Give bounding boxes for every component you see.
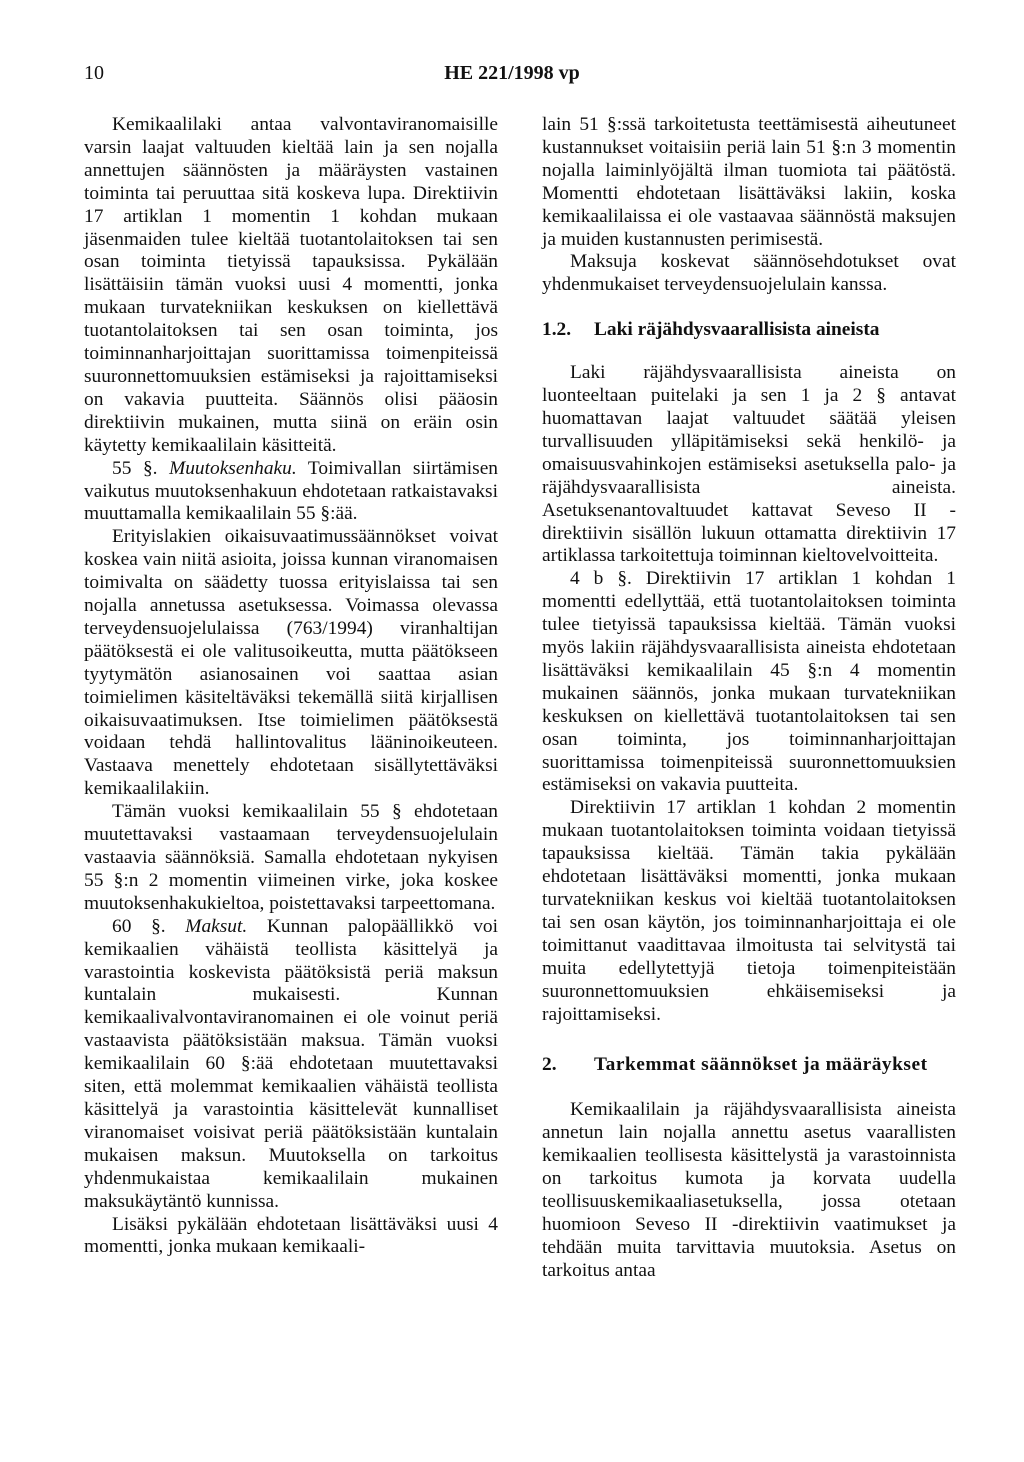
section-title: Maksut. (185, 915, 248, 937)
section-heading-number: 1.2. (542, 319, 572, 341)
paragraph: Direktiivin 17 artiklan 1 kohdan 2 momentin mukaan tuotantolaitoksen toiminta voidaan tietyissä tapauksissa kieltää. Tämän takia pykälään ehdotetaan lisättäväksi momentti, jonka mukaan turvatekniikan keskus voi kieltää tuotantolaitoksen tai sen osan käytön, jos toiminnanharjoittaja ei ole toimittanut vaadittavaa ilmoitusta tai selvitystä tai muita edellytettyjä tietoja toimenpiteistään suuronnettomuuksien ehkäisemiseksi ja rajoittamiseksi. (542, 797, 956, 1025)
paragraph: Kemikaalilaki antaa valvontaviranomaisille varsin laajat valtuuden kieltää lain ja sen nojalla annettujen säännösten ja määräysten vastainen toiminta tai peruuttaa sitä koskeva lupa. Direktiivin 17 artiklan 1 momentin 1 kohdan mukaan jäsenmaiden tulee kieltää tuotantolaitoksen tai sen osan toiminta tietyissä tapauksissa. Pykälään lisättäisiin tämän vuoksi uusi 4 momentti, jonka mukaan turvatekniikan keskuksen on kiellettävä tuotantolaitoksen tai sen osan toiminta, jos toiminnanharjoittajan suorittamissa toimenpiteissä suuronnettomuuksien estämiseksi ja rajoittamiseksi on vakavia puutteita. Säännös olisi pääosin direktiivin mukainen, mutta siinä on eräin osin käytetty kemikaalilain käsitteitä. (84, 114, 498, 456)
section-paragraph-55 (84, 458, 498, 527)
paragraph: Lisäksi pykälään ehdotetaan lisättäväksi uusi 4 momentti, jonka mukaan kemikaali- (84, 1213, 498, 1258)
paragraph: Tämän vuoksi kemikaalilain 55 § ehdotetaan muutettavaksi vastaamaan terveydensuojelulain vastaavia säännöksiä. Samalla ehdotetaan nykyisen 55 §:n 2 momentin viimeinen virke, joka koskee muutoksenhakukieltoa, poistettavaksi tarpeettomana. (84, 801, 498, 914)
paragraph: Erityislakien oikaisuvaatimussäännökset voivat koskea vain niitä asioita, joissa kunnan viranomaisen toimivalta on säädetty tuossa erityislaissa tai sen nojalla annetussa asetuksessa. Voimassa olevassa terveydensuojelulaissa (763/1994) viranhaltijan päätöksestä ei ole valitusoikeutta, mutta päätökseen tyytymätön asianosainen voi saattaa asian toimielimen käsiteltäväksi tekemällä siitä kirjallisen oikaisuvaatimuksen. Itse toimielimen päätöksestä voidaan tehdä hallintovalitus lääninoikeuteen. Vastaava menettely ehdotetaan sisällytettäväksi kemikaalilakiin. (84, 526, 498, 800)
section-number: 55 §. (112, 457, 170, 479)
page-number: 10 (84, 62, 104, 84)
section-heading-2 (542, 1054, 956, 1077)
section-heading-number: 2. (542, 1054, 557, 1076)
section-heading-title: Tarkemmat säännökset ja määräykset (594, 1054, 928, 1076)
section-heading-title: Laki räjähdysvaarallisista aineista (594, 319, 880, 341)
paragraph: 4 b §. Direktiivin 17 artiklan 1 kohdan 1 momentti edellyttää, että tuotantolaitoksen toiminta tulee tietyissä tapauksissa kieltää. Tämän vuoksi myös lakiin räjähdysvaarallisista aineista ehdotetaan lisättäväksi kemikaalilain 45 §:n 4 momentin mukainen säännös, jonka mukaan turvatekniikan keskuksen on kiellettävä tuotantolaitoksen tai sen osan toiminta, jos toiminnanharjoittajan suorittamissa toimenpiteissä suuronnettomuuksien estämiseksi on vakavia puutteita. (542, 568, 956, 796)
paragraph: Kemikaalilain ja räjähdysvaarallisista aineista annetun lain nojalla annettu asetus vaarallisten kemikaalien teollisesta käsittelystä ja varastoinnista on tarkoitus kumota ja korvata uudella teollisuuskemikaaliasetuksella, jossa otetaan huomioon Seveso II -direktiivin vaatimukset ja tehdään muita tarvittavia muutoksia. Asetus on tarkoitus antaa (542, 1099, 956, 1281)
running-title: HE 221/1998 vp (444, 62, 580, 84)
section-number: 60 §. (112, 915, 186, 937)
paragraph-continued: lain 51 §:ssä tarkoitetusta teettämisestä aiheutuneet kustannukset voitaisiin periä lain 51 §:n 3 momentin nojalla laiminlyöjältä ilman tuomiota tai päätöstä. Momentti ehdotetaan lisättäväksi lakiin, koska kemikaalilaissa ei ole vastaavaa säännöstä maksujen ja muiden kustannusten perimisestä. (542, 114, 956, 250)
section-paragraph-60 (84, 916, 498, 1214)
section-heading-1-2 (542, 319, 956, 342)
paragraph: Laki räjähdysvaarallisista aineista on luonteeltaan puitelaki ja sen 1 ja 2 § antavat huomattavan laajat valtuudet säätää yleisen turvallisuuden ylläpitämiseksi sekä henkilö- ja omaisuusvahinkojen estämiseksi asetuksella palo- ja räjähdysvaarallisista aineista. Asetuksenantovaltuudet kattavat Seveso II -direktiivin sisällön lukuun ottamatta direktiivin 17 artiklassa tarkoitettuja toiminnan kieltovelvoitteita. (542, 362, 956, 567)
left-column (84, 114, 498, 1259)
section-text: Toimivallan siirtämisen vaikutus muutoksenhakuun ehdotetaan ratkaistavaksi muuttamalla kemikaalilain 55 §:ää. (84, 457, 498, 525)
paragraph: Maksuja koskevat säännösehdotukset ovat yhdenmukaiset terveydensuojelulain kanssa. (542, 251, 956, 296)
section-title: Muutoksenhaku. (169, 457, 297, 479)
section-text: Kunnan palopäällikkö voi kemikaalien vähäistä teollista käsittelyä ja varastointia koskevista päätöksistä periä maksun kuntalain mukaisesti. Kunnan kemikaalivalvontaviranomainen ei ole voinut periä vastaavista päätöksistään maksua. Tämän vuoksi kemikaalilain 60 §:ää ehdotetaan muutettavaksi siten, että molemmat kemikaalien vähäistä teollista käsittelyä ja varastointia käsittelevät kunnalliset viranomaiset voisivat periä päätöksistään kuntalain mukaisen maksun. Muutoksella on tarkoitus yhdenmukaistaa kemikaalilain mukainen maksukäytäntö kunnissa. (84, 915, 498, 1212)
page-header (0, 62, 1024, 92)
right-column (542, 114, 956, 1283)
